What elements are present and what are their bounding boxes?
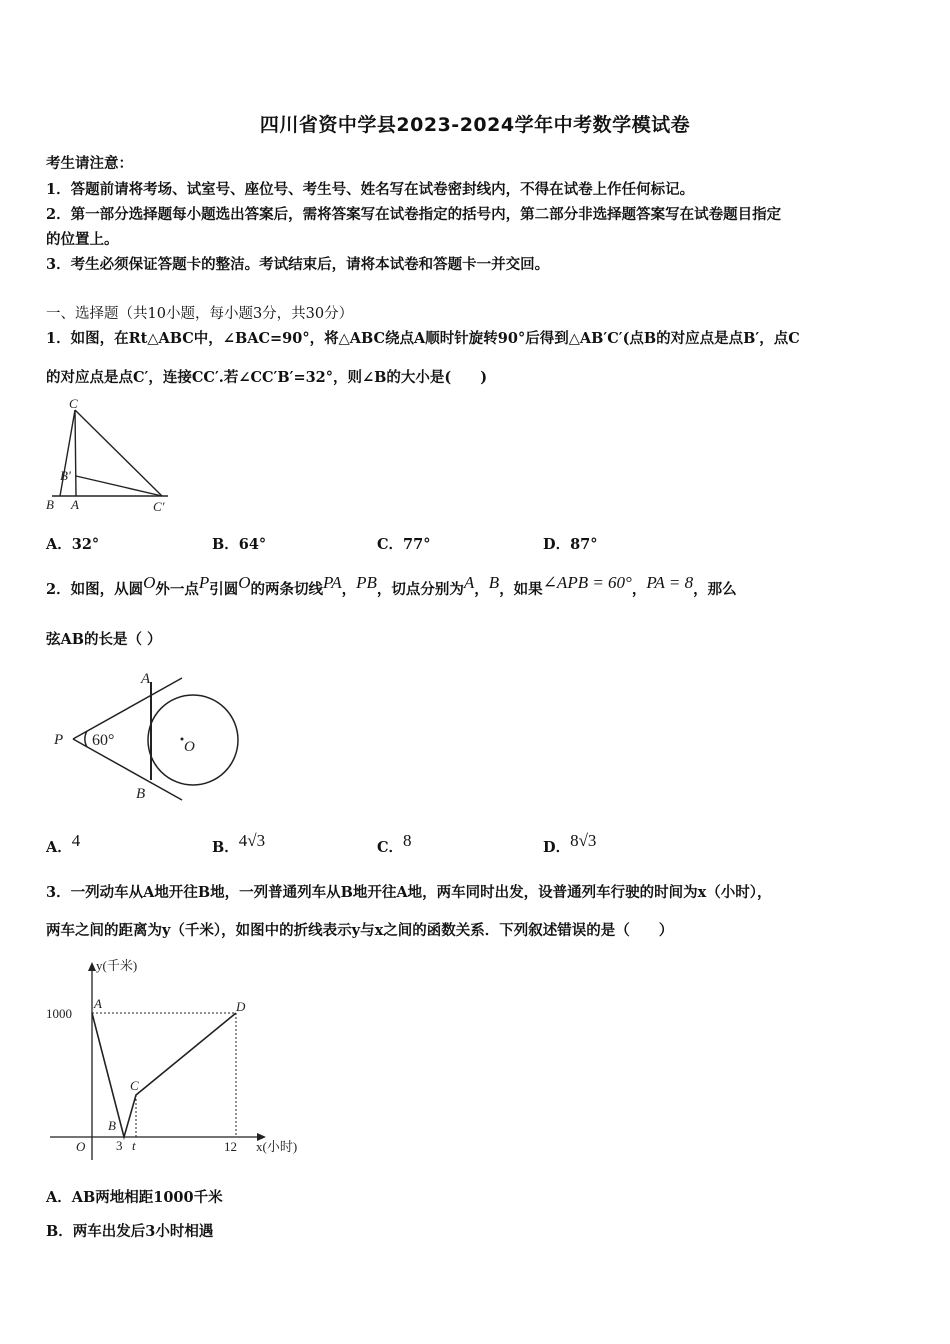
label-b: B (136, 786, 146, 802)
q3-option-b: B．两车出发后3小时相遇 (46, 1223, 214, 1240)
question-3-text: 两车之间的距离为y（千米），如图中的折线表示y与x之间的函数关系．下列叙述错误的是（ ） (46, 922, 674, 939)
page-title: 四川省资中学县2023-2024学年中考数学模试卷 (259, 114, 691, 136)
label-p: P (54, 732, 64, 748)
origin-label: O (76, 1139, 86, 1154)
tick-3: 3 (116, 1138, 123, 1153)
tangent-pb (73, 739, 182, 800)
q3-option-a: A．AB两地相距1000千米 (46, 1189, 223, 1206)
question-2-figure (48, 668, 248, 808)
label-b1: B' (60, 468, 71, 483)
notice-item: 1．答题前请将考场、试室号、座位号、考生号、姓名写在试卷密封线内，不得在试卷上作任何标记。 (46, 181, 695, 198)
label-c: C (69, 396, 78, 411)
question-1-figure (40, 396, 180, 516)
tick-1000: 1000 (46, 1006, 72, 1021)
q1-option-d: D．87° (543, 536, 598, 553)
segment-cc1 (75, 410, 162, 496)
tangent-pa (73, 678, 182, 739)
q2-option-d: D．8√3 (543, 831, 597, 856)
label-b: B (46, 497, 54, 512)
point-c: C (130, 1078, 139, 1093)
q2-option-b: B．4√3 (212, 831, 266, 856)
y-axis-label: y(千米) (96, 958, 138, 973)
question-3-figure (40, 950, 315, 1165)
point-b: B (108, 1118, 116, 1133)
y-axis-arrow (88, 962, 96, 971)
x-axis-label: x(小时) (256, 1139, 298, 1154)
question-1-text: 的对应点是点C′，连接CC′.若∠CC′B′=32°，则∠B的大小是( ) (46, 369, 488, 386)
angle-label: 60° (92, 732, 115, 749)
label-o: O (184, 739, 195, 755)
notice-heading: 考生请注意： (46, 155, 133, 172)
notice-item: 2．第一部分选择题每小题选出答案后，需将答案写在试卷指定的括号内，第二部分非选择题答案写在试卷题目指定 (46, 206, 782, 223)
q2-option-a: A．4 (46, 831, 81, 856)
section-heading: 一、选择题（共10小题，每小题3分，共30分） (46, 306, 354, 322)
label-a: A (71, 497, 79, 512)
tick-12: 12 (224, 1139, 237, 1154)
question-1-text: 1．如图，在Rt△ABC中，∠BAC=90°，将△ABC绕点A顺时针旋转90°后得到△AB′C′(点B的对应点是点B′，点C (46, 330, 800, 347)
question-2-text: 2．如图，从圆O外一点P引圆O的两条切线PA，PB，切点分别为A，B，如果∠APB = 60°，PA = 8，那么 (46, 573, 737, 598)
point-d: D (236, 999, 246, 1014)
segment-cb (60, 410, 75, 496)
segment-b1c1 (76, 476, 162, 496)
q1-option-a: A．32° (46, 536, 100, 553)
tick-t: t (132, 1138, 136, 1153)
q2-option-c: C．8 (377, 831, 412, 856)
segment-ca (75, 410, 76, 496)
point-a: A (94, 996, 102, 1011)
q1-option-b: B．64° (212, 536, 267, 553)
question-3-text: 3．一列动车从A地开往B地，一列普通列车从B地开往A地，两车同时出发，设普通列车行驶的时间为x（小时）， (46, 884, 772, 901)
q1-option-c: C．77° (377, 536, 431, 553)
label-a: A (141, 671, 151, 687)
angle-arc (85, 731, 87, 747)
label-c1: C' (153, 499, 165, 514)
notice-item: 3．考生必须保证答题卡的整洁。考试结束后，请将本试卷和答题卡一并交回。 (46, 256, 550, 273)
notice-item: 的位置上。 (46, 231, 119, 248)
question-2-text: 弦AB的长是（ ） (46, 631, 162, 648)
